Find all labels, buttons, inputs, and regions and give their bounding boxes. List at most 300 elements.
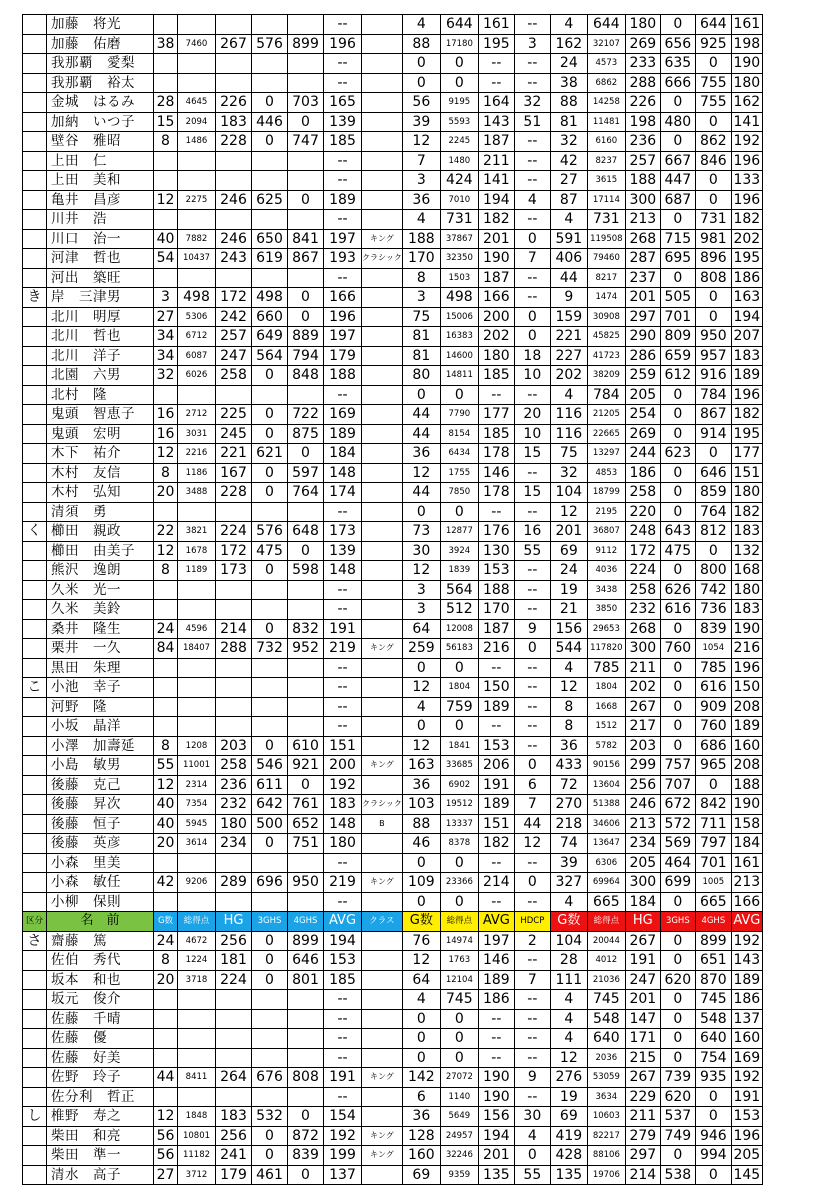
score-cell: 197 [324, 229, 362, 249]
score-cell: 572 [660, 814, 695, 834]
score-cell: 213 [625, 814, 660, 834]
score-cell: 739 [660, 1068, 695, 1088]
score-cell: 548 [695, 1009, 731, 1029]
header-class: クラス [362, 912, 403, 932]
total-pins-cell: 8378 [440, 834, 478, 854]
score-cell: 211 [478, 151, 514, 171]
score-cell: 232 [216, 795, 252, 815]
score-cell: 914 [695, 424, 731, 444]
score-cell: 651 [695, 951, 731, 971]
table-row [23, 756, 763, 776]
score-cell: 667 [660, 151, 695, 171]
score-cell: 56 [154, 1146, 178, 1166]
score-cell: 183 [216, 112, 252, 132]
score-cell: 0 [288, 288, 324, 308]
total-pins-cell: 8411 [178, 1068, 216, 1088]
class-cell [362, 736, 403, 756]
score-cell: 0 [660, 658, 695, 678]
header-section: 区分 [23, 912, 47, 932]
score-cell: 88 [402, 34, 440, 54]
total-pins-cell [178, 580, 216, 600]
score-cell: 195 [731, 249, 762, 269]
class-cell [362, 483, 403, 503]
score-cell: 800 [695, 561, 731, 581]
score-cell: 196 [324, 307, 362, 327]
score-cell: 0 [252, 561, 288, 581]
score-cell: 180 [731, 580, 762, 600]
score-cell [252, 892, 288, 912]
score-cell: 189 [478, 795, 514, 815]
score-cell: -- [514, 736, 550, 756]
score-cell: 736 [695, 600, 731, 620]
score-cell: 15 [514, 483, 550, 503]
score-cell: 2 [514, 931, 550, 951]
score-cell: 921 [288, 756, 324, 776]
member-name: 佐藤 千晴 [47, 1009, 154, 1029]
header-games: G数 [154, 912, 178, 932]
score-cell: 626 [660, 580, 695, 600]
section-kana [23, 990, 47, 1010]
score-cell [154, 853, 178, 873]
total-pins-cell: 15006 [440, 307, 478, 327]
score-cell: 224 [625, 561, 660, 581]
class-cell [362, 54, 403, 74]
total-pins-cell [178, 853, 216, 873]
score-cell: 648 [288, 522, 324, 542]
total-pins-cell: 0 [440, 1009, 478, 1029]
score-cell: 151 [324, 736, 362, 756]
score-cell: 695 [660, 249, 695, 269]
score-cell: 81 [550, 112, 587, 132]
score-cell: 666 [660, 73, 695, 93]
section-kana [23, 93, 47, 113]
score-cell: 794 [288, 346, 324, 366]
score-cell: 290 [625, 327, 660, 347]
section-kana [23, 1029, 47, 1049]
class-cell: キング [362, 1068, 403, 1088]
score-cell: 194 [731, 307, 762, 327]
score-cell: 225 [216, 405, 252, 425]
total-pins-cell [178, 210, 216, 230]
score-cell: 226 [216, 93, 252, 113]
score-cell: 635 [660, 54, 695, 74]
class-cell [362, 522, 403, 542]
total-pins-cell: 4036 [587, 561, 625, 581]
score-cell: 0 [514, 307, 550, 327]
score-cell: 0 [695, 307, 731, 327]
table-row [23, 951, 763, 971]
score-cell: 755 [695, 73, 731, 93]
section-kana [23, 873, 47, 893]
score-cell: 188 [731, 775, 762, 795]
score-cell: 0 [252, 619, 288, 639]
section-kana [23, 249, 47, 269]
score-cell: 16 [154, 424, 178, 444]
score-cell [154, 717, 178, 737]
score-cell: -- [514, 853, 550, 873]
score-cell: 182 [731, 210, 762, 230]
score-cell: 256 [625, 775, 660, 795]
total-pins-cell: 24957 [440, 1126, 478, 1146]
score-cell [216, 15, 252, 35]
score-cell: 217 [625, 717, 660, 737]
section-kana [23, 561, 47, 581]
score-cell [154, 210, 178, 230]
score-cell [216, 678, 252, 698]
score-cell: 7 [514, 249, 550, 269]
score-cell: 0 [660, 1029, 695, 1049]
header-row [23, 912, 763, 932]
total-pins-cell: 0 [440, 1048, 478, 1068]
member-name: 河出 築旺 [47, 268, 154, 288]
score-cell: 0 [514, 639, 550, 659]
score-cell: 213 [625, 210, 660, 230]
total-pins-cell: 82217 [587, 1126, 625, 1146]
score-cell: 203 [216, 736, 252, 756]
score-cell: 191 [478, 775, 514, 795]
score-cell: -- [514, 73, 550, 93]
total-pins-cell: 1189 [178, 561, 216, 581]
class-cell [362, 600, 403, 620]
class-cell [362, 502, 403, 522]
score-cell: 197 [324, 327, 362, 347]
score-cell: 180 [731, 73, 762, 93]
member-rows-upper [23, 15, 763, 912]
total-pins-cell: 34606 [587, 814, 625, 834]
score-cell: 610 [288, 736, 324, 756]
total-pins-cell: 56183 [440, 639, 478, 659]
score-cell: 133 [731, 171, 762, 191]
score-cell: 190 [731, 54, 762, 74]
total-pins-cell: 3924 [440, 541, 478, 561]
score-cell [216, 990, 252, 1010]
table-row [23, 1165, 763, 1185]
score-cell: 193 [324, 249, 362, 269]
score-cell: 0 [288, 444, 324, 464]
score-cell: 245 [216, 424, 252, 444]
score-cell [288, 658, 324, 678]
score-cell: -- [324, 1009, 362, 1029]
score-cell: 696 [252, 873, 288, 893]
class-cell: キング [362, 756, 403, 776]
score-cell [216, 502, 252, 522]
score-cell: 236 [216, 775, 252, 795]
class-cell [362, 561, 403, 581]
score-cell: 10 [514, 424, 550, 444]
score-cell: 27 [550, 171, 587, 191]
table-row [23, 541, 763, 561]
header-total-pins: 総得点 [178, 912, 216, 932]
score-cell: 169 [324, 405, 362, 425]
score-cell: -- [324, 990, 362, 1010]
table-row [23, 990, 763, 1010]
score-cell: -- [324, 600, 362, 620]
score-cell: 0 [288, 541, 324, 561]
table-row [23, 210, 763, 230]
score-cell: 30 [402, 541, 440, 561]
score-cell: 0 [252, 93, 288, 113]
section-kana [23, 15, 47, 35]
score-cell: 9 [514, 1068, 550, 1088]
total-pins-cell: 5306 [178, 307, 216, 327]
score-cell: 576 [252, 522, 288, 542]
score-cell: 39 [402, 112, 440, 132]
score-cell: 8 [550, 697, 587, 717]
total-pins-cell: 14258 [587, 93, 625, 113]
score-cell: 764 [288, 483, 324, 503]
table-row [23, 561, 763, 581]
score-cell: 183 [731, 346, 762, 366]
score-cell: 12 [154, 541, 178, 561]
score-cell: 208 [731, 697, 762, 717]
score-cell: 192 [324, 775, 362, 795]
total-pins-cell [178, 171, 216, 191]
score-cell: 213 [731, 873, 762, 893]
total-pins-cell: 665 [587, 892, 625, 912]
score-cell: 715 [660, 229, 695, 249]
score-cell: 184 [324, 444, 362, 464]
total-pins-cell: 13647 [587, 834, 625, 854]
score-cell [288, 268, 324, 288]
total-pins-cell: 11481 [587, 112, 625, 132]
class-cell [362, 970, 403, 990]
score-cell: -- [514, 990, 550, 1010]
score-cell: 76 [402, 931, 440, 951]
score-cell: 151 [731, 463, 762, 483]
score-cell: 447 [660, 171, 695, 191]
total-pins-cell: 14974 [440, 931, 478, 951]
table-row [23, 93, 763, 113]
total-pins-cell: 11001 [178, 756, 216, 776]
score-cell: 711 [695, 814, 731, 834]
score-cell: 172 [216, 288, 252, 308]
score-cell [252, 502, 288, 522]
class-cell [362, 151, 403, 171]
score-cell: 994 [695, 1146, 731, 1166]
score-cell: 227 [550, 346, 587, 366]
score-cell: 182 [478, 834, 514, 854]
score-cell: 12 [514, 834, 550, 854]
score-cell: 1005 [695, 873, 731, 893]
score-cell: 88 [550, 93, 587, 113]
score-cell: 215 [625, 1048, 660, 1068]
score-cell: 160 [731, 1029, 762, 1049]
table-row [23, 249, 763, 269]
bowling-score-sheet [22, 14, 763, 1185]
score-cell: -- [514, 132, 550, 152]
score-cell: 0 [660, 15, 695, 35]
member-name: 上田 仁 [47, 151, 154, 171]
score-cell: 237 [625, 268, 660, 288]
score-cell: 170 [478, 600, 514, 620]
section-kana: こ [23, 678, 47, 698]
member-name: 木村 弘知 [47, 483, 154, 503]
score-cell [252, 268, 288, 288]
score-cell: 20 [154, 834, 178, 854]
score-cell: 12 [154, 190, 178, 210]
score-cell: 3 [154, 288, 178, 308]
class-cell [362, 15, 403, 35]
score-cell: 889 [288, 327, 324, 347]
score-cell: 196 [324, 34, 362, 54]
score-cell: 264 [216, 1068, 252, 1088]
score-cell: 36 [402, 190, 440, 210]
class-cell [362, 385, 403, 405]
score-cell: 0 [288, 190, 324, 210]
score-cell: 965 [695, 756, 731, 776]
score-cell: 846 [695, 151, 731, 171]
score-cell: 616 [695, 678, 731, 698]
score-cell: 226 [625, 93, 660, 113]
score-cell: 722 [288, 405, 324, 425]
score-cell: 15 [514, 444, 550, 464]
score-cell: 0 [252, 951, 288, 971]
score-cell: -- [478, 658, 514, 678]
score-cell: 0 [514, 873, 550, 893]
score-cell: 141 [478, 171, 514, 191]
total-pins-cell: 13337 [440, 814, 478, 834]
score-cell: 461 [252, 1165, 288, 1185]
score-cell: 181 [216, 951, 252, 971]
total-pins-cell: 4672 [178, 931, 216, 951]
score-cell: 784 [695, 385, 731, 405]
score-cell: -- [478, 502, 514, 522]
score-cell: 190 [731, 795, 762, 815]
score-cell: 656 [660, 34, 695, 54]
header-3ghs: 3GHS [252, 912, 288, 932]
score-cell: 289 [216, 873, 252, 893]
score-cell: -- [478, 73, 514, 93]
score-cell: 34 [154, 346, 178, 366]
class-cell [362, 931, 403, 951]
total-pins-cell: 0 [440, 1029, 478, 1049]
table-row [23, 424, 763, 444]
score-cell: 246 [216, 229, 252, 249]
score-cell: 81 [402, 327, 440, 347]
score-cell: 0 [695, 54, 731, 74]
header-games-2: G数 [402, 912, 440, 932]
total-pins-cell: 6434 [440, 444, 478, 464]
score-cell: 36 [402, 444, 440, 464]
class-cell [362, 327, 403, 347]
score-cell [154, 1048, 178, 1068]
score-cell: 650 [252, 229, 288, 249]
score-cell: 0 [252, 1126, 288, 1146]
score-cell: 165 [324, 93, 362, 113]
total-pins-cell [178, 892, 216, 912]
score-cell: 191 [324, 1068, 362, 1088]
score-cell: 190 [731, 619, 762, 639]
score-cell: 40 [154, 814, 178, 834]
score-cell [288, 697, 324, 717]
score-cell: 229 [625, 1087, 660, 1107]
score-cell: 4 [550, 385, 587, 405]
score-cell: -- [514, 717, 550, 737]
section-kana [23, 600, 47, 620]
section-kana [23, 34, 47, 54]
score-cell: 172 [216, 541, 252, 561]
score-cell: 12 [402, 132, 440, 152]
class-cell: キング [362, 1126, 403, 1146]
score-cell: 244 [625, 444, 660, 464]
score-cell: 270 [550, 795, 587, 815]
member-name: 鬼頭 宏明 [47, 424, 154, 444]
score-cell: 243 [216, 249, 252, 269]
table-row [23, 834, 763, 854]
score-cell: 751 [288, 834, 324, 854]
table-row [23, 190, 763, 210]
score-cell: 69 [550, 541, 587, 561]
score-cell: 183 [216, 1107, 252, 1127]
score-cell: 464 [660, 853, 695, 873]
total-pins-cell: 644 [587, 15, 625, 35]
score-cell: 177 [478, 405, 514, 425]
score-cell [216, 54, 252, 74]
member-name: 佐藤 優 [47, 1029, 154, 1049]
score-cell: 228 [216, 132, 252, 152]
class-cell [362, 307, 403, 327]
total-pins-cell: 0 [440, 658, 478, 678]
member-name: 加藤 佑磨 [47, 34, 154, 54]
section-kana [23, 268, 47, 288]
total-pins-cell: 7354 [178, 795, 216, 815]
score-cell: 267 [625, 931, 660, 951]
score-cell: 184 [731, 834, 762, 854]
score-cell: 625 [252, 190, 288, 210]
section-kana [23, 151, 47, 171]
table-row [23, 405, 763, 425]
member-name: 北川 洋子 [47, 346, 154, 366]
total-pins-cell: 10801 [178, 1126, 216, 1146]
total-pins-cell: 0 [440, 54, 478, 74]
score-cell: 198 [625, 112, 660, 132]
score-cell: 0 [514, 756, 550, 776]
header-4ghs-3: 4GHS [695, 912, 731, 932]
total-pins-cell: 3634 [587, 1087, 625, 1107]
score-cell [252, 717, 288, 737]
table-row [23, 502, 763, 522]
score-cell: 36 [550, 736, 587, 756]
table-row [23, 658, 763, 678]
total-pins-cell: 0 [440, 73, 478, 93]
class-cell [362, 268, 403, 288]
section-kana [23, 1126, 47, 1146]
section-kana [23, 1087, 47, 1107]
score-cell [252, 1029, 288, 1049]
score-cell [216, 385, 252, 405]
score-cell: 196 [731, 190, 762, 210]
score-cell: -- [324, 268, 362, 288]
score-cell: 0 [660, 132, 695, 152]
member-name: 亀井 昌彦 [47, 190, 154, 210]
score-cell: 0 [660, 93, 695, 113]
table-row [23, 522, 763, 542]
member-name: 金城 はるみ [47, 93, 154, 113]
score-cell: 0 [660, 405, 695, 425]
score-cell: -- [514, 151, 550, 171]
score-cell: -- [514, 951, 550, 971]
score-cell: 216 [731, 639, 762, 659]
total-pins-cell: 2036 [587, 1048, 625, 1068]
score-cell: 214 [478, 873, 514, 893]
score-cell: 104 [550, 931, 587, 951]
score-cell: 36 [402, 775, 440, 795]
total-pins-cell: 3850 [587, 600, 625, 620]
score-cell [288, 1009, 324, 1029]
score-cell: 44 [514, 814, 550, 834]
score-cell: 196 [731, 658, 762, 678]
member-name: 清水 高子 [47, 1165, 154, 1185]
